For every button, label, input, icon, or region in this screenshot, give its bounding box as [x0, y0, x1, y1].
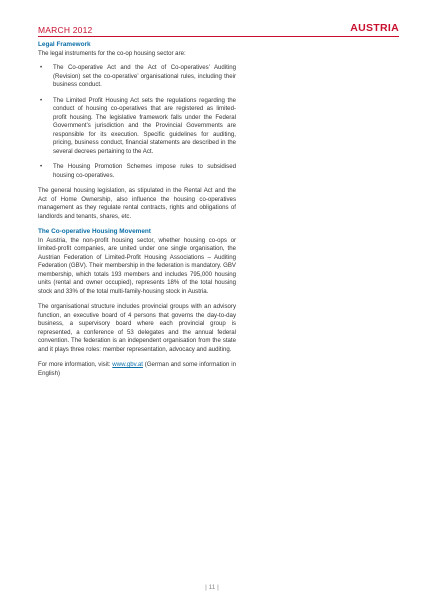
legal-intro: The legal instruments for the co-op housing sector are: — [38, 49, 186, 57]
movement-paragraph-2: The organisational structure includes provincial groups with an advisory function, an executive board of 4 persons that governs the day-to-day business, a supervisory board where each provincial group is represented, a conference of 53 delegates and the annual federal convention. The federation is an independent organisation from the state and it plays three roles: member representation, advocacy and auditing. — [38, 303, 236, 353]
list-item-text: The Co-operative Act and the Act of Co-operatives’ Auditing (Revision) set the co-operative’ organisational rules, including their business conduct. — [53, 64, 236, 89]
list-item-text: The Housing Promotion Schemes impose rules to subsidised housing co-operatives. — [53, 163, 236, 179]
movement-heading: The Co-operative Housing Movement — [38, 228, 151, 236]
list-item — [38, 97, 236, 157]
bullet-icon: • — [40, 64, 43, 72]
list-item-text: The Limited Profit Housing Act sets the regulations regarding the conduct of housing co-operatives that are registered as limited-profit housing. The legislative framework falls under the Federal Government’s jurisdiction and the Provincial Governments are responsible for its execution. Specific guidelines for auditing, pricing, business conduct, financial statements are described in the several decrees pertaining to the Act. — [53, 96, 236, 155]
bullet-icon: • — [40, 163, 43, 171]
main-content — [38, 41, 236, 378]
bullet-icon: • — [40, 96, 43, 104]
more-info-suffix: (German and some information in English) — [38, 361, 236, 377]
legal-framework-heading: Legal Framework — [38, 41, 91, 48]
list-item — [38, 64, 236, 90]
gbv-website-link[interactable]: www.gbv.at — [112, 361, 143, 369]
legal-instruments-list — [38, 64, 236, 180]
movement-paragraph-1: In Austria, the non-profit housing sector, whether housing co-ops or limited-profit companies, are united under one single organisation, the Austrian Federation of Limited-Profit Housing Associations – Auditing Federation (GBV). Their membership in the federation is mandatory. GBV membership, which totals 193 members and includes 795,000 housing units (rental and owner occupied), represents 18% of the total housing stock and 33% of the total multi-family-housing stock in Austria. — [38, 236, 236, 295]
more-information — [38, 361, 236, 378]
header-date: MARCH 2012 — [38, 25, 93, 35]
page-number: | 11 | — [205, 584, 219, 591]
header-country: AUSTRIA — [350, 22, 399, 34]
general-legislation-paragraph: The general housing legislation, as stipulated in the Rental Act and the Act of Home Ownership, also influence the housing co-operatives management as they regulate rental contracts, rights and obligations of landlords and tenants, shares, etc. — [38, 187, 236, 220]
header-divider — [38, 36, 399, 37]
list-item — [38, 163, 236, 180]
more-info-prefix: For more information, visit: — [38, 361, 113, 369]
